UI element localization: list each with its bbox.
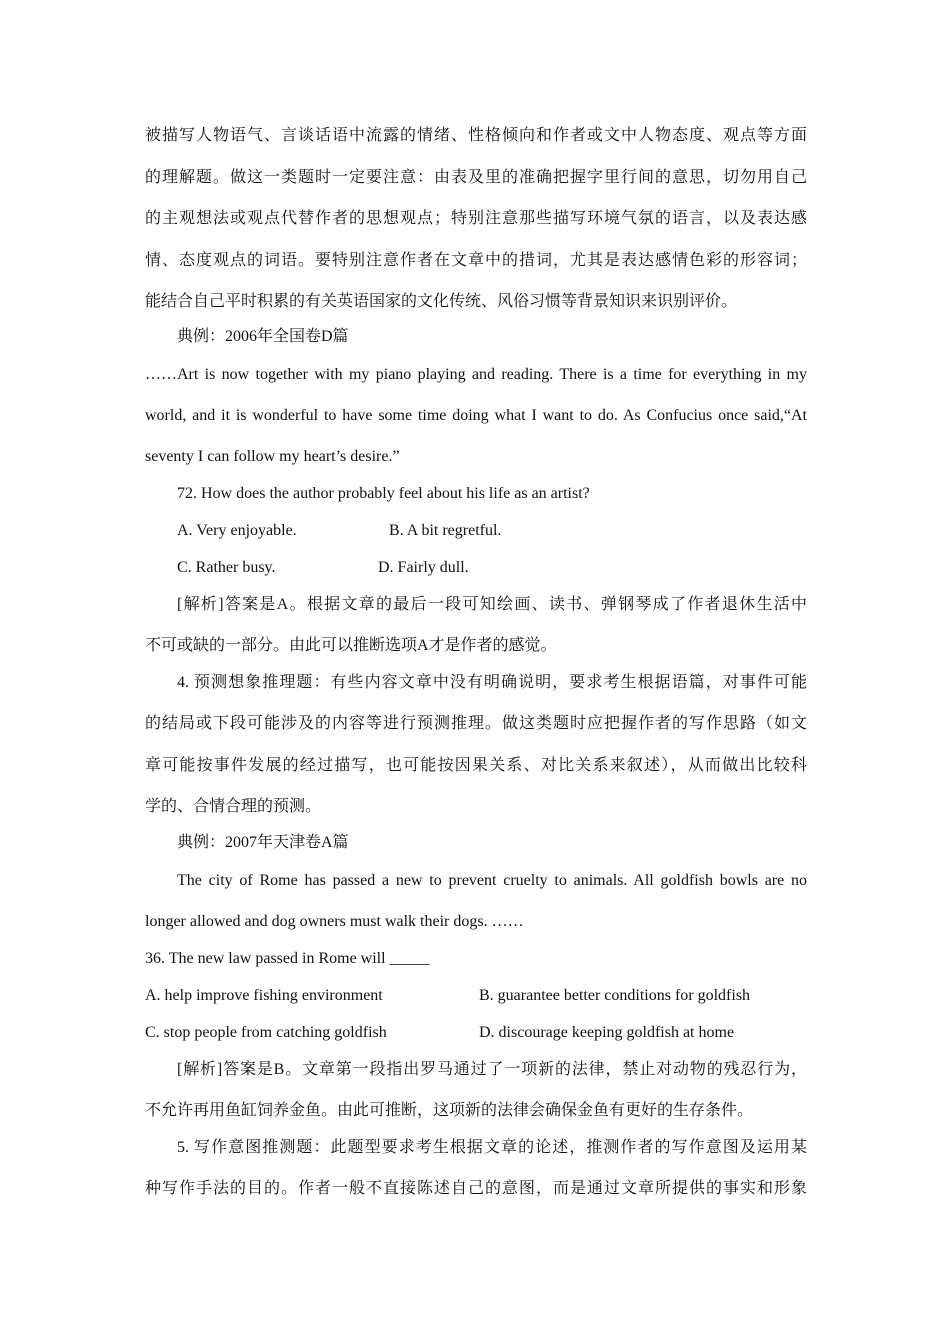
section-heading-line: 4. 预测想象推理题：有些内容文章中没有明确说明，要求考生根据语篇，对事件可能 [177,674,807,691]
paragraph-line: 学的、合情合理的预测。 [145,798,322,815]
passage-line: The city of Rome has passed a new to prevent cruelty to animals. All goldfish bowls are no [177,872,807,889]
paragraph-line: 被描写人物语气、言谈话语中流露的情绪、性格倾向和作者或文中人物态度、观点等方面 [145,127,807,144]
paragraph-line: 的理解题。做这一类题时一定要注意：由表及里的准确把握字里行间的意思，切勿用自己 [145,169,807,186]
analysis-line: [解析]答案是A。根据文章的最后一段可知绘画、读书、弹钢琴成了作者退休生活中 [177,596,807,613]
option-c: C. stop people from catching goldfish [145,1024,387,1041]
question-text: 36. The new law passed in Rome will _____ [145,950,430,967]
analysis-line: 不允许再用鱼缸饲养金鱼。由此可推断，这项新的法律会确保金鱼有更好的生存条件。 [145,1102,754,1119]
paragraph-line: 章可能按事件发展的经过描写，也可能按因果关系、对比关系来叙述），从而做出比较科 [145,757,807,774]
example-label: 典例：2006年全国卷D篇 [177,328,349,345]
option-b: B. A bit regretful. [389,522,502,539]
paragraph-line: 的结局或下段可能涉及的内容等进行预测推理。做这类题时应把握作者的写作思路（如文 [145,715,807,732]
passage-line: longer allowed and dog owners must walk their dogs. …… [145,913,524,930]
option-c: C. Rather busy. [177,559,276,576]
option-a: A. help improve fishing environment [145,987,383,1004]
analysis-line: 不可或缺的一部分。由此可以推断选项A才是作者的感觉。 [145,637,557,654]
analysis-line: [解析]答案是B。文章第一段指出罗马通过了一项新的法律，禁止对动物的残忍行为， [177,1061,807,1078]
question-text: 72. How does the author probably feel about his life as an artist? [177,485,590,502]
paragraph-line: 种写作手法的目的。作者一般不直接陈述自己的意图，而是通过文章所提供的事实和形象 [145,1180,807,1197]
paragraph-line: 能结合自己平时积累的有关英语国家的文化传统、风俗习惯等背景知识来识别评价。 [145,293,738,310]
option-b: B. guarantee better conditions for goldfish [479,987,751,1004]
paragraph-line: 的主观想法或观点代替作者的思想观点；特别注意那些描写环境气氛的语言，以及表达感 [145,210,807,227]
option-d: D. discourage keeping goldfish at home [479,1024,735,1041]
option-d: D. Fairly dull. [378,559,469,576]
passage-line: world, and it is wonderful to have some time doing what I want to do. As Confucius once said,“At [145,407,807,424]
passage-line: seventy I can follow my heart’s desire.” [145,448,400,465]
option-a: A. Very enjoyable. [177,522,297,539]
paragraph-line: 情、态度观点的词语。要特别注意作者在文章中的措词，尤其是表达感情色彩的形容词； [145,252,807,269]
passage-line: ……Art is now together with my piano playing and reading. There is a time for everything in my [145,366,807,383]
section-heading-line: 5. 写作意图推测题：此题型要求考生根据文章的论述，推测作者的写作意图及运用某 [177,1139,807,1156]
example-label: 典例：2007年天津卷A篇 [177,834,349,851]
